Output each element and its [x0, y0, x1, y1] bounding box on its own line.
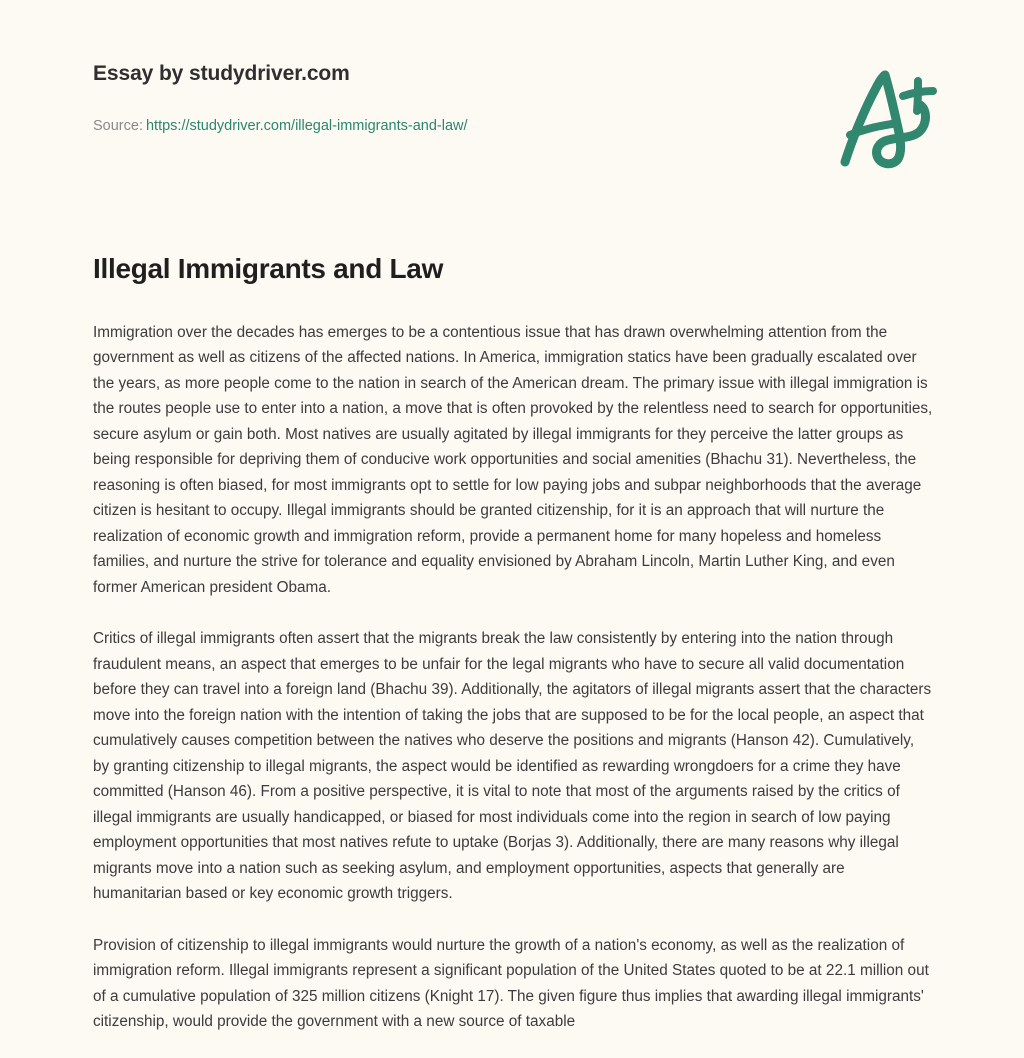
article-body [93, 252, 933, 1035]
source-line [93, 118, 468, 134]
source-url-link[interactable]: https://studydriver.com/illegal-immigrants-and-law/ [145, 118, 468, 134]
a-plus-logo-icon [832, 66, 942, 170]
article-paragraph: Provision of citizenship to illegal immigrants would nurture the growth of a nation's economy, as well as the realization of immigration reform. Illegal immigrants represent a significant population of the United States quoted to be at 22.1 million out of a cumulative population of 325 million citizens (Knight 17). The given figure thus implies that awarding illegal immigrants' citizenship, would provide the government with a new source of taxable [93, 936, 929, 1031]
brand-title: Essay by studydriver.com [93, 62, 350, 85]
article-paragraph: Immigration over the decades has emerges to be a contentious issue that has drawn overwhelming attention from the government as well as citizens of the affected nations. In America, immigration statics have been gradually escalated over the years, as more people come to the nation in search of the American dream. The primary issue with illegal immigration is the routes people use to enter into a nation, a move that is often provoked by the relentless need to search for opportunities, secure asylum or gain both. Most natives are usually agitated by illegal immigrants for they perceive the latter groups as being responsible for depriving them of conducive work opportunities and social amenities (Bhachu 31). Nevertheless, the reasoning is often biased, for most immigrants opt to settle for low paying jobs and subpar neighborhoods that the average citizen is hesitant to occupy. Illegal immigrants should be granted citizenship, for it is an approach that will nurture the realization of economic growth and immigration reform, provide a permanent home for many hopeless and homeless families, and nurture the strive for tolerance and equality envisioned by Abraham Lincoln, Martin Luther King, and even former American president Obama. [93, 323, 933, 596]
source-label: Source: [93, 118, 143, 134]
page-header [0, 0, 1024, 200]
a-plus-logo-glyph [832, 66, 942, 170]
page-title: Illegal Immigrants and Law [93, 253, 444, 284]
article-paragraph: Critics of illegal immigrants often assert that the migrants break the law consistently by entering into the nation through fraudulent means, an aspect that emerges to be unfair for the legal migrants who have to secure all valid documentation before they can travel into a foreign land (Bhachu 39). Additionally, the agitators of illegal migrants assert that the characters move into the foreign nation with the intention of taking the jobs that are supposed to be for the local people, an aspect that cumulatively causes competition between the natives who deserve the positions and migrants (Hanson 42). Cumulatively, by granting citizenship to illegal migrants, the aspect would be identified as rewarding wrongdoers for a crime they have committed (Hanson 46). From a positive perspective, it is vital to note that most of the arguments raised by the critics of illegal immigrants are usually handicapped, or biased for most individuals come into the region in search of low paying employment opportunities that most natives refute to uptake (Borjas 3). Additionally, there are many reasons why illegal migrants move into a nation such as seeking asylum, and employment opportunities, aspects that generally are humanitarian based or key economic growth triggers. [93, 630, 932, 903]
